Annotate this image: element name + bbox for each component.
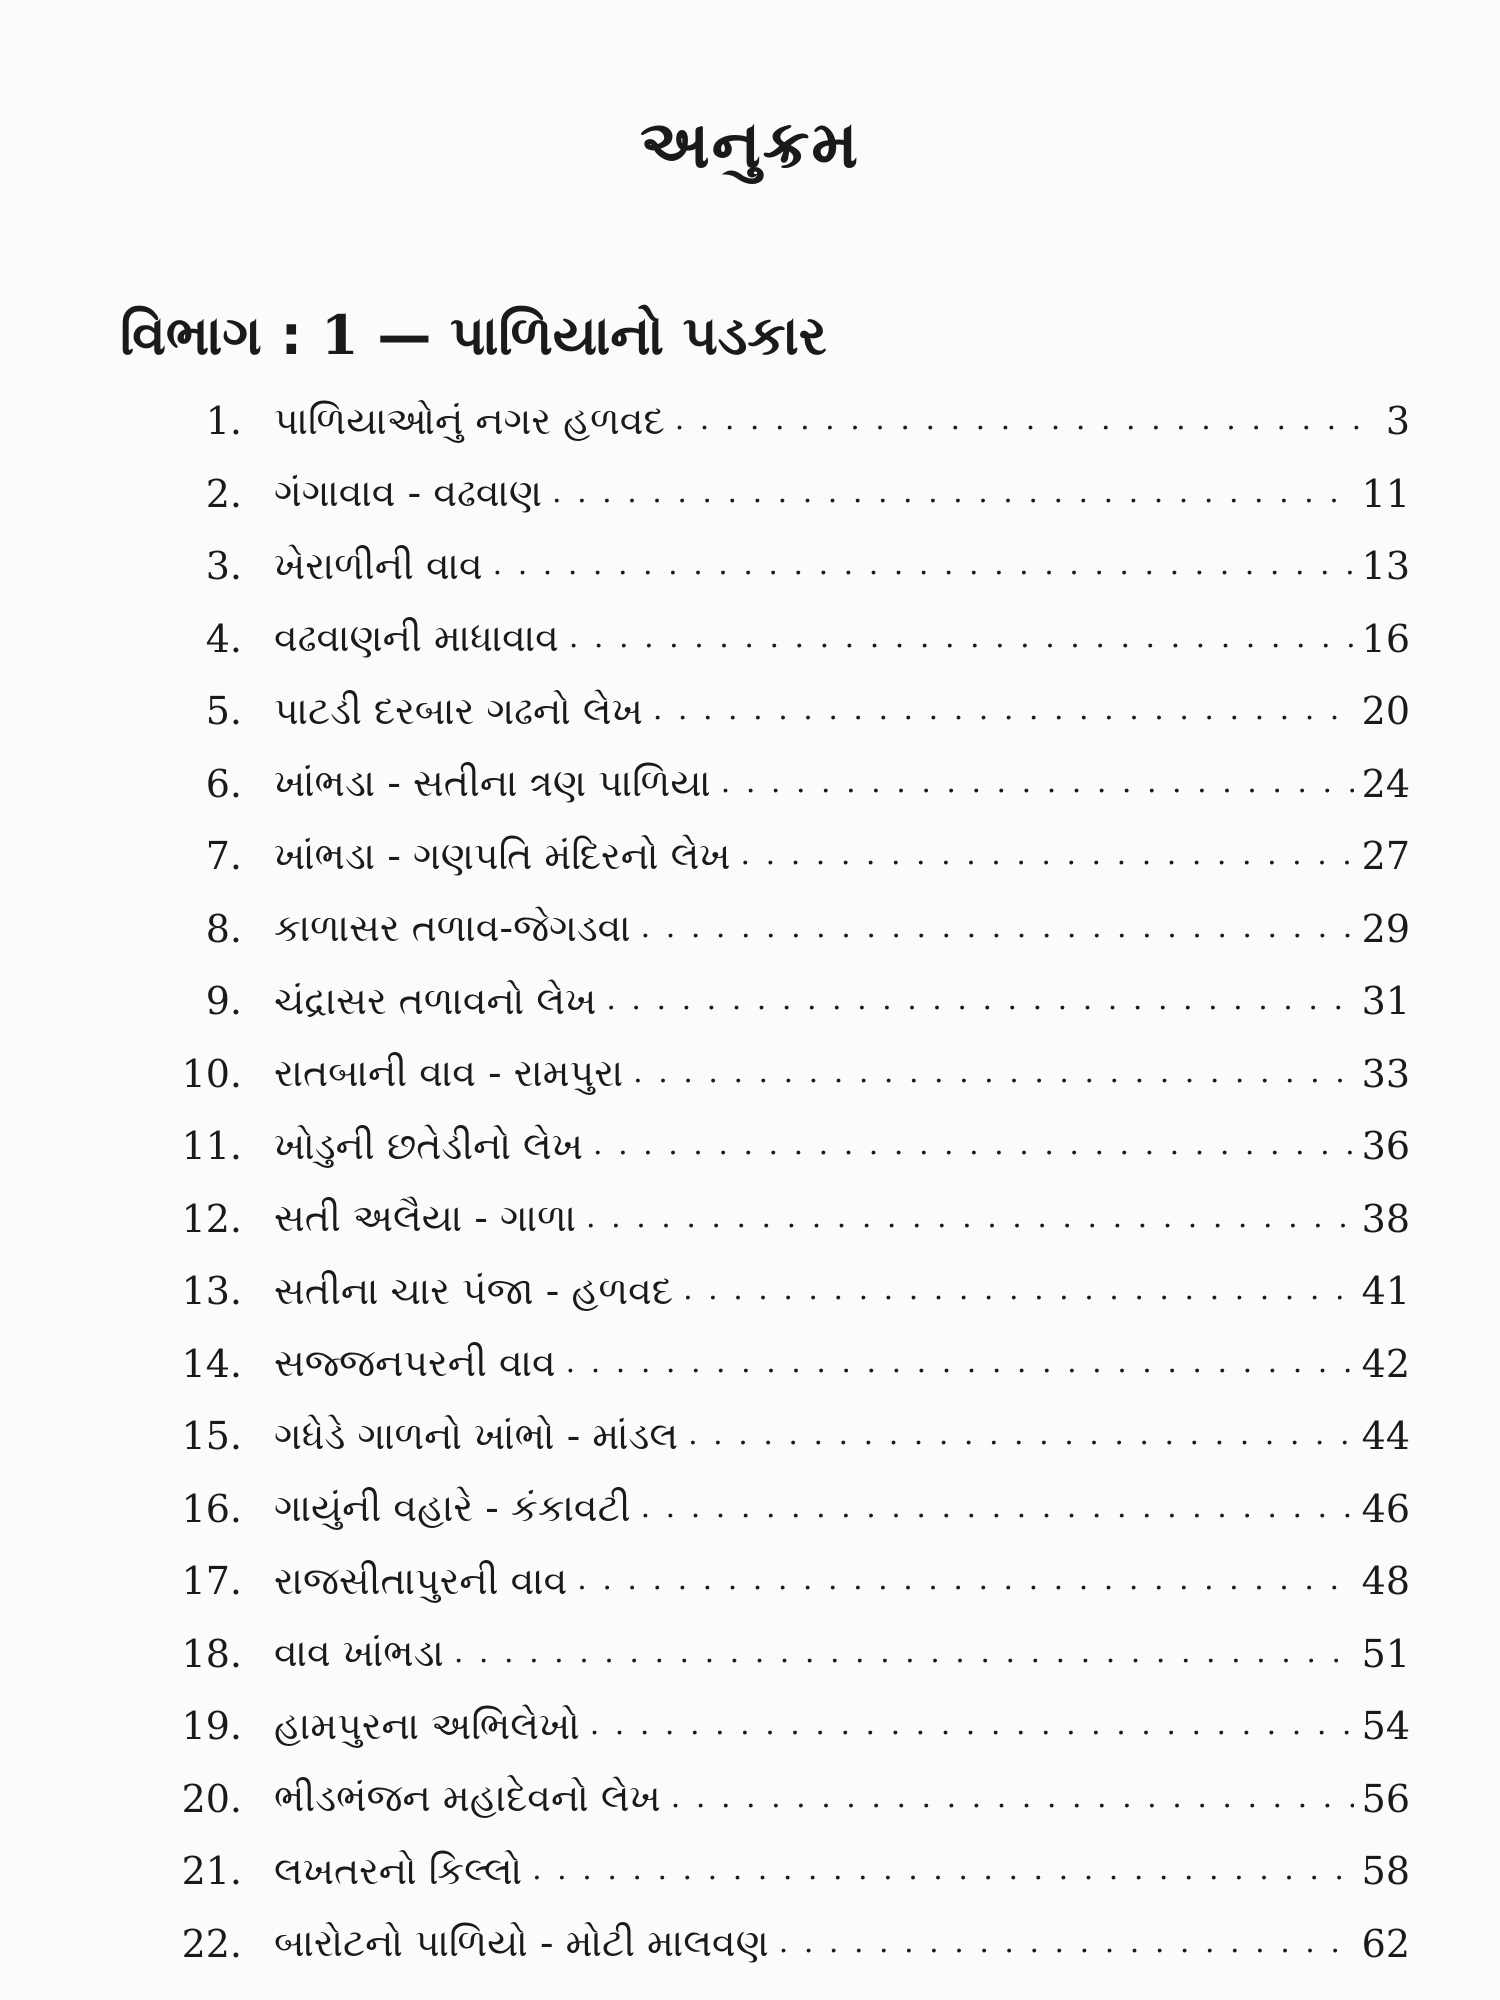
dot-leader bbox=[454, 1634, 1354, 1674]
toc-entry-number: 1. bbox=[205, 399, 242, 444]
toc-entry-number: 17. bbox=[181, 1559, 242, 1604]
toc-entry bbox=[160, 675, 1410, 748]
dot-leader bbox=[721, 764, 1354, 804]
toc-entry-number: 18. bbox=[181, 1631, 242, 1676]
toc-entry-number: 5. bbox=[205, 689, 242, 734]
toc-entry-number: 3. bbox=[205, 544, 242, 589]
toc-entry-number: 7. bbox=[205, 834, 242, 879]
toc-entry bbox=[160, 603, 1410, 676]
toc-entry-page: 20 bbox=[1361, 689, 1410, 734]
dot-leader bbox=[688, 1416, 1354, 1456]
toc-entry bbox=[160, 385, 1410, 458]
toc-entry-number: 8. bbox=[205, 906, 242, 951]
toc-entry bbox=[160, 1255, 1410, 1328]
toc-entry bbox=[160, 1183, 1410, 1256]
toc-entry-page: 58 bbox=[1361, 1849, 1410, 1894]
toc-entry-number: 12. bbox=[181, 1196, 242, 1241]
toc-entry-title: હામપુરના અભિલેખો bbox=[274, 1703, 580, 1748]
toc-entry bbox=[160, 1908, 1410, 1981]
toc-entry bbox=[160, 1835, 1410, 1908]
toc-entry-title: ગંગાવાવ - વઢવાણ bbox=[274, 471, 542, 516]
section-separator: : bbox=[280, 304, 303, 367]
toc-entry-number: 14. bbox=[181, 1341, 242, 1386]
dot-leader bbox=[493, 546, 1354, 586]
toc-entry-number: 22. bbox=[181, 1921, 242, 1966]
toc-entry bbox=[160, 1400, 1410, 1473]
toc-entry-page: 38 bbox=[1361, 1196, 1410, 1241]
toc-entry-title: સજ્જનપરની વાવ bbox=[274, 1341, 556, 1386]
dot-leader bbox=[586, 1199, 1354, 1239]
dot-leader bbox=[577, 1561, 1353, 1601]
dot-leader bbox=[552, 474, 1354, 514]
toc-entry-number: 19. bbox=[181, 1704, 242, 1749]
toc-entry-title: સતી અલૈયા - ગાળા bbox=[274, 1196, 577, 1241]
toc-entry-number: 2. bbox=[205, 471, 242, 516]
toc-entry bbox=[160, 1473, 1410, 1546]
toc-entry bbox=[160, 965, 1410, 1038]
dot-leader bbox=[741, 836, 1354, 876]
toc-entry bbox=[160, 893, 1410, 966]
toc-entry-number: 6. bbox=[205, 761, 242, 806]
toc-entry-title: પાળિયાઓનું નગર હળવદ bbox=[274, 398, 665, 443]
toc-entry-page: 24 bbox=[1361, 761, 1410, 806]
toc-entry-title: ગધેડે ગાળનો ખાંભો - માંડલ bbox=[274, 1413, 679, 1458]
toc-entry-page: 16 bbox=[1361, 616, 1410, 661]
page-title: અનુક્રમ bbox=[640, 106, 860, 183]
toc-entry-number: 13. bbox=[181, 1269, 242, 1314]
toc-entry-title: ખાંભડા - સતીના ત્રણ પાળિયા bbox=[274, 761, 711, 806]
toc-entry-title: કાળાસર તળાવ-જેગડવા bbox=[274, 906, 631, 951]
section-heading bbox=[120, 295, 827, 376]
toc-entry-title: ચંદ્રાસર તળાવનો લેખ bbox=[274, 978, 597, 1023]
toc-entry-page: 27 bbox=[1361, 834, 1410, 879]
toc-entry bbox=[160, 530, 1410, 603]
toc-entry-page: 29 bbox=[1361, 906, 1410, 951]
dot-leader bbox=[633, 1054, 1353, 1094]
toc-entry-number: 4. bbox=[205, 616, 242, 661]
dot-leader bbox=[683, 1271, 1354, 1311]
toc-entry bbox=[160, 1328, 1410, 1401]
dot-leader bbox=[569, 619, 1354, 659]
toc-entry bbox=[160, 1110, 1410, 1183]
toc-entry bbox=[160, 1545, 1410, 1618]
toc-entry-number: 16. bbox=[181, 1486, 242, 1531]
table-of-contents bbox=[160, 385, 1410, 1980]
section-title: પાળિયાનો પડકાર bbox=[450, 304, 827, 367]
toc-entry-number: 20. bbox=[181, 1776, 242, 1821]
toc-entry-page: 11 bbox=[1361, 471, 1410, 516]
toc-entry-title: વાવ ખાંભડા bbox=[274, 1631, 444, 1676]
dot-leader bbox=[590, 1706, 1354, 1746]
section-number: 1 bbox=[320, 303, 359, 367]
dot-leader bbox=[641, 909, 1354, 949]
toc-entry-title: ખાંભડા - ગણપતિ મંદિરનો લેખ bbox=[274, 833, 731, 878]
toc-entry-title: ખેરાળીની વાવ bbox=[274, 543, 483, 588]
dot-leader bbox=[532, 1851, 1354, 1891]
toc-entry-number: 15. bbox=[181, 1414, 242, 1459]
dot-leader bbox=[566, 1344, 1354, 1384]
dot-leader bbox=[593, 1126, 1354, 1166]
section-label: વિભાગ bbox=[120, 304, 262, 367]
toc-entry-title: વઢવાણની માધાવાવ bbox=[274, 616, 559, 661]
toc-entry-title: સતીના ચાર પંજા - હળવદ bbox=[274, 1268, 674, 1313]
toc-entry bbox=[160, 1763, 1410, 1836]
toc-entry-page: 48 bbox=[1361, 1559, 1410, 1604]
toc-entry-page: 33 bbox=[1361, 1051, 1410, 1096]
toc-entry-title: રાતબાની વાવ - રામપુરા bbox=[274, 1051, 624, 1096]
toc-entry-page: 41 bbox=[1361, 1269, 1410, 1314]
toc-entry bbox=[160, 820, 1410, 893]
toc-entry-page: 56 bbox=[1361, 1776, 1410, 1821]
toc-entry-title: ભીડભંજન મહાદેવનો લેખ bbox=[274, 1776, 661, 1821]
toc-entry-page: 13 bbox=[1361, 544, 1410, 589]
toc-entry bbox=[160, 1038, 1410, 1111]
toc-entry-title: ખોડુની છતેડીનો લેખ bbox=[274, 1123, 584, 1168]
dot-leader bbox=[641, 1489, 1354, 1529]
toc-entry-page: 36 bbox=[1361, 1124, 1410, 1169]
toc-entry-page: 46 bbox=[1361, 1486, 1410, 1531]
toc-entry-page: 3 bbox=[1385, 399, 1410, 444]
toc-entry-title: પાટડી દરબાર ગઢનો લેખ bbox=[274, 688, 643, 733]
toc-entry bbox=[160, 1690, 1410, 1763]
section-dash: — bbox=[377, 304, 432, 367]
toc-entry-page: 31 bbox=[1361, 979, 1410, 1024]
toc-entry-page: 54 bbox=[1361, 1704, 1410, 1749]
dot-leader bbox=[675, 401, 1378, 441]
toc-entry-title: ગાયુંની વહારે - કંકાવટી bbox=[274, 1486, 631, 1531]
toc-entry bbox=[160, 1618, 1410, 1691]
dot-leader bbox=[671, 1779, 1354, 1819]
toc-entry-number: 10. bbox=[181, 1051, 242, 1096]
toc-entry-page: 42 bbox=[1361, 1341, 1410, 1386]
toc-entry-number: 11. bbox=[181, 1124, 242, 1169]
toc-entry bbox=[160, 458, 1410, 531]
toc-entry-title: બારોટનો પાળિયો - મોટી માલવણ bbox=[274, 1921, 769, 1966]
dot-leader bbox=[606, 981, 1353, 1021]
toc-entry-title: લખતરનો કિલ્લો bbox=[274, 1848, 523, 1893]
toc-entry-page: 62 bbox=[1361, 1921, 1410, 1966]
toc-entry-title: રાજસીતાપુરની વાવ bbox=[274, 1558, 568, 1603]
dot-leader bbox=[779, 1924, 1354, 1964]
toc-entry-page: 44 bbox=[1361, 1414, 1410, 1459]
dot-leader bbox=[653, 691, 1354, 731]
toc-entry-number: 9. bbox=[205, 979, 242, 1024]
toc-entry-number: 21. bbox=[181, 1849, 242, 1894]
toc-entry bbox=[160, 748, 1410, 821]
toc-entry-page: 51 bbox=[1361, 1631, 1410, 1676]
